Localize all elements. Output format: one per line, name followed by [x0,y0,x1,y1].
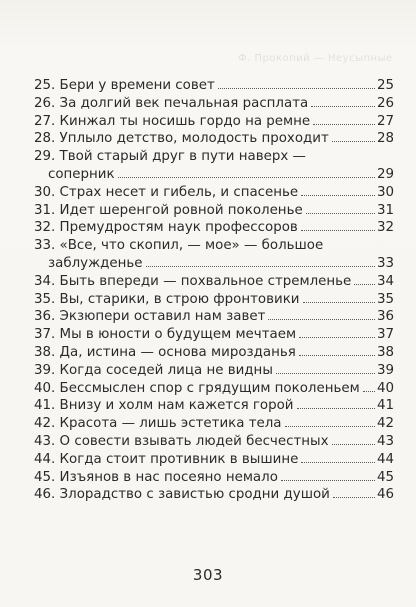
toc-entry [34,166,394,184]
dot-leader [363,391,375,392]
toc-entry [34,184,394,202]
toc-entry-title: 43. О совести взывать людей бесчестных [34,433,329,449]
toc-entry [34,380,394,398]
toc-entry-page: 42 [376,416,394,432]
toc-entry [34,433,394,451]
toc-entry-title: 45. Изъянов в нас посеяно немало [34,469,278,485]
table-of-contents [34,77,394,504]
toc-entry [34,397,394,415]
dot-leader [299,337,375,338]
dot-leader [276,373,375,374]
dot-leader [306,213,375,214]
toc-entry [34,291,394,309]
toc-entry-page: 32 [376,220,394,236]
toc-entry-page: 31 [376,202,394,218]
dot-leader [299,355,375,356]
toc-entry-title: 44. Когда стоит противник в вышине [34,451,299,467]
toc-entry-title: 32. Премудростям наук профессоров [34,220,298,236]
toc-entry [34,273,394,291]
toc-entry-title: 41. Внизу и холм нам кажется горой [34,398,294,414]
toc-entry [34,255,394,273]
toc-entry [34,148,394,166]
toc-entry-title: 40. Бессмыслен спор с грядущим поколеньем [34,380,360,396]
dot-leader [297,408,375,409]
toc-entry [34,415,394,433]
toc-entry [34,469,394,487]
dot-leader [333,497,375,498]
toc-entry-page: 29 [376,166,394,182]
toc-entry-page: 36 [376,309,394,325]
toc-entry-title: 25. Бери у времени совет [34,78,215,93]
dot-leader [301,195,375,196]
toc-entry [34,95,394,113]
toc-entry-page: 41 [376,398,394,414]
toc-entry-title: 26. За долгий век печальная расплата [34,95,309,111]
toc-entry-page: 30 [376,184,394,200]
toc-entry-title: 33. «Все, что скопил, — мое» — большое [34,238,324,254]
dot-leader [118,177,375,178]
dot-leader [332,444,375,445]
toc-entry [34,362,394,380]
toc-entry-title: 34. Быть впереди — похвальное стремленье [34,273,352,289]
dot-leader [146,266,375,267]
dot-leader [354,284,375,285]
toc-entry [34,451,394,469]
toc-entry-page: 40 [376,380,394,396]
dot-leader [311,106,375,107]
toc-entry [34,237,394,255]
toc-entry [34,77,394,95]
toc-entry [34,308,394,326]
dot-leader [303,302,375,303]
dot-leader [301,230,375,231]
toc-entry-page: 43 [376,433,394,449]
toc-entry-title: 38. Да, истина — основа мирозданья [34,344,296,360]
toc-entry-title: 35. Вы, старики, в строю фронтовики [34,291,300,307]
toc-entry [34,219,394,237]
toc-entry-title: 27. Кинжал ты носишь гордо на ремне [34,113,311,129]
toc-entry-page: 35 [376,291,394,307]
toc-entry-title: 29. Твой старый друг в пути наверх — [34,149,306,165]
toc-entry-title: 46. Злорадство с завистью сродни душой [34,487,330,503]
dot-leader [218,88,375,89]
toc-entry-title: 37. Мы в юности о будущем мечтаем [34,327,297,343]
toc-entry [34,344,394,362]
toc-entry-title: 39. Когда соседей лица не видны [34,362,273,378]
dot-leader [285,426,375,427]
toc-entry-page: 26 [376,95,394,111]
toc-entry-page: 27 [376,113,394,129]
toc-entry-title: 30. Страх несет и гибель, и спасенье [34,184,299,200]
toc-entry-title: соперник [48,166,115,182]
bleed-through-header: Ф. Прокопий — Неусыпные [238,53,393,63]
toc-entry [34,486,394,504]
toc-entry-page: 38 [376,344,394,360]
dot-leader [281,480,375,481]
toc-entry [34,113,394,131]
dot-leader [313,124,375,125]
toc-entry-page: 45 [376,469,394,485]
toc-entry [34,326,394,344]
toc-entry-title: 36. Экзюпери оставил нам завет [34,309,266,325]
toc-entry-page: 46 [376,487,394,503]
dot-leader [268,319,375,320]
dot-leader [332,141,375,142]
toc-entry-page: 39 [376,362,394,378]
toc-entry-title: 31. Идет шеренгой ровной поколенье [34,202,303,218]
toc-entry-page: 28 [376,131,394,147]
toc-entry-page: 34 [376,273,394,289]
toc-entry-page: 44 [376,451,394,467]
toc-entry-title: заблужденье [48,255,143,271]
toc-entry [34,130,394,148]
toc-entry-page: 25 [376,78,394,93]
toc-entry-page: 37 [376,327,394,343]
toc-entry-page: 33 [376,255,394,271]
toc-entry-title: 42. Красота — лишь эстетика тела [34,416,282,432]
page-number: 303 [192,566,224,584]
toc-entry [34,202,394,220]
dot-leader [301,462,375,463]
toc-entry-title: 28. Уплыло детство, молодость проходит [34,131,329,147]
